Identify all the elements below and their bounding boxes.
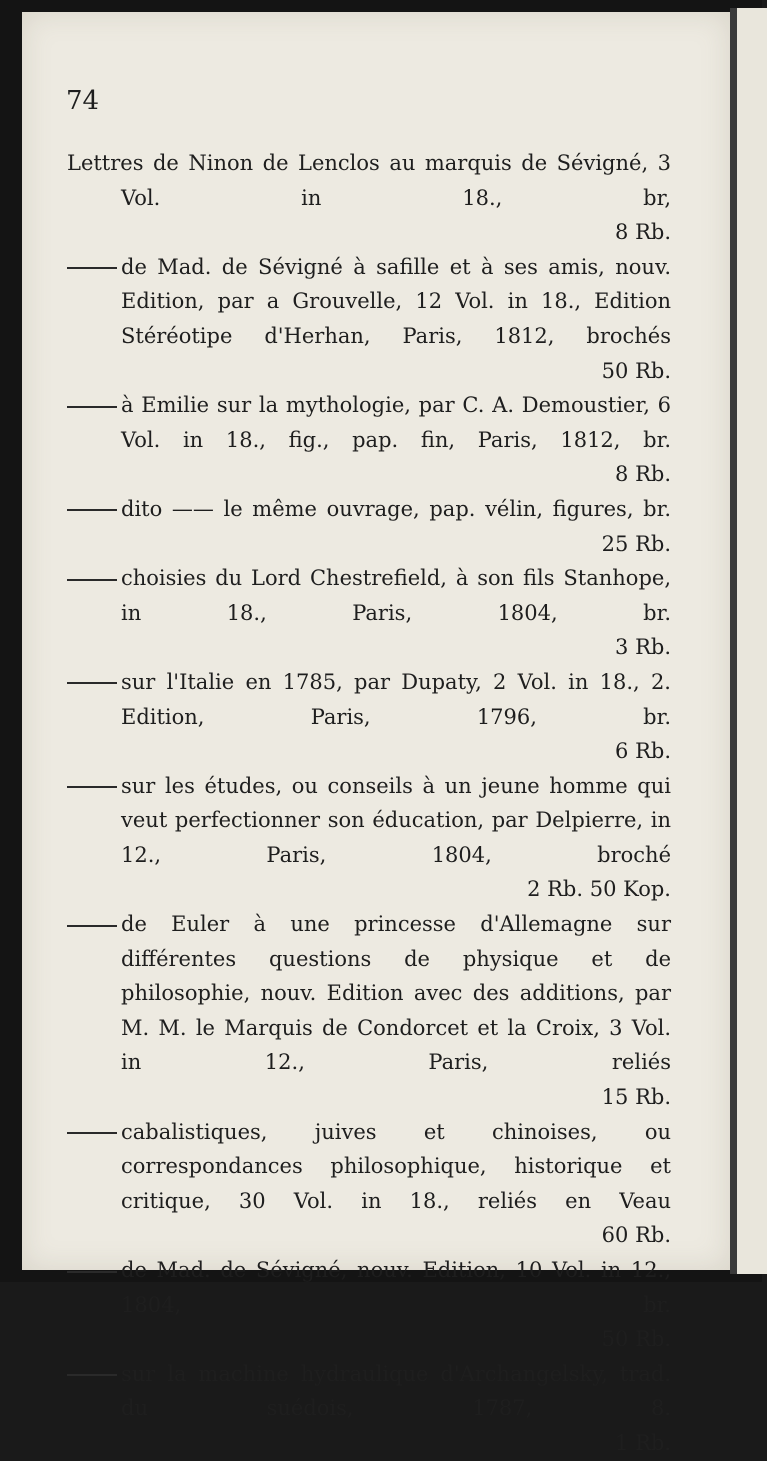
entry-text (67, 1357, 671, 1426)
entry-text (67, 1253, 671, 1322)
entry-text (67, 250, 671, 354)
entry-text (67, 492, 671, 527)
spine-shadow (730, 8, 737, 1274)
entry-text (67, 146, 671, 215)
entry-title: Lettres de Ninon de Lenclos au marquis de Sévigné, 3 Vol. in 18., br, (67, 151, 671, 210)
entry-title: à Emilie sur la mythologie, par C. A. Demoustier, 6 Vol. in 18., fig., pap. fin, Paris, 1812, br. (121, 393, 671, 452)
entry-title: de Euler à une princesse d'Allemagne sur différentes questions de physique et de philosophie, nouv. Edition avec des additions, par M. M. le Marquis de Condorcet et la Croix, 3 Vol. in 12., Paris, reliés (121, 912, 671, 1075)
entry-title: sur les études, ou conseils à un jeune homme qui veut perfectionner son éducation, par Delpierre, in 12., Paris, 1804, broché (121, 773, 671, 867)
ditto-dash (67, 1115, 121, 1150)
catalogue-entry (67, 1357, 671, 1461)
entry-price: 2 Rb. 50 Kop. (527, 877, 671, 902)
entry-text (67, 665, 671, 734)
entry-price: 25 Rb. (601, 531, 671, 556)
entry-title: choisies du Lord Chestrefield, à son fils Stanhope, in 18., Paris, 1804, br. (121, 566, 671, 625)
entry-text (67, 388, 671, 457)
entry-price: 3 Rb. (615, 635, 671, 660)
entry-text (67, 1115, 671, 1219)
catalogue-entries (67, 146, 671, 1461)
ditto-dash (67, 561, 121, 596)
catalogue-entry (67, 250, 671, 388)
entry-price: 1 Rb. (615, 1430, 671, 1455)
entry-price: 8 Rb. (615, 462, 671, 487)
catalogue-entry (67, 1115, 671, 1253)
entry-price: 6 Rb. (615, 739, 671, 764)
entry-price: 60 Rb. (601, 1223, 671, 1248)
entry-price: 50 Rb. (601, 1327, 671, 1352)
catalogue-entry (67, 492, 671, 561)
ditto-dash (67, 665, 121, 700)
catalogue-entry (67, 907, 671, 1115)
entry-title: sur l'Italie en 1785, par Dupaty, 2 Vol. in 18., 2. Edition, Paris, 1796, br. (121, 669, 671, 729)
page-number: 74 (66, 86, 100, 116)
entry-text (67, 769, 671, 873)
catalogue-entry (67, 561, 671, 665)
ditto-dash (67, 250, 121, 285)
ditto-dash (67, 492, 121, 527)
entry-title: sur la machine hydraulique d'Archangelsky, trad. du suédois, 1787, 8. (121, 1361, 671, 1421)
entry-price: 50 Rb. (601, 358, 671, 383)
ditto-dash (67, 1253, 121, 1288)
catalogue-entry (67, 1253, 671, 1357)
entry-title: cabalistiques, juives et chinoises, ou correspondances philosophique, historique et critique, 30 Vol. in 18., reliés en Veau (121, 1119, 671, 1213)
catalogue-entry (67, 665, 671, 769)
ditto-dash (67, 769, 121, 804)
entry-price: 15 Rb. (601, 1085, 671, 1110)
facing-page-edge (737, 8, 767, 1274)
catalogue-entry (67, 388, 671, 492)
ditto-dash (67, 388, 121, 423)
entry-price: 8 Rb. (615, 220, 671, 245)
entry-title: de Mad. de Sévigné à safille et à ses amis, nouv. Edition, par a Grouvelle, 12 Vol. in 18., Edition Stéréotipe d'Herhan, Paris, 1812, brochés (121, 254, 671, 348)
catalogue-entry (67, 146, 671, 250)
entry-title: dito —— le même ouvrage, pap. vélin, figures, br. (121, 496, 671, 521)
catalogue-entry (67, 769, 671, 907)
entry-text (67, 561, 671, 630)
ditto-dash (67, 907, 121, 942)
entry-title: de Mad. de Sévigné, nouv. Edition, 10 Vol. in 12., 1804, br. (121, 1258, 671, 1317)
entry-text (67, 907, 671, 1080)
ditto-dash (67, 1357, 121, 1392)
